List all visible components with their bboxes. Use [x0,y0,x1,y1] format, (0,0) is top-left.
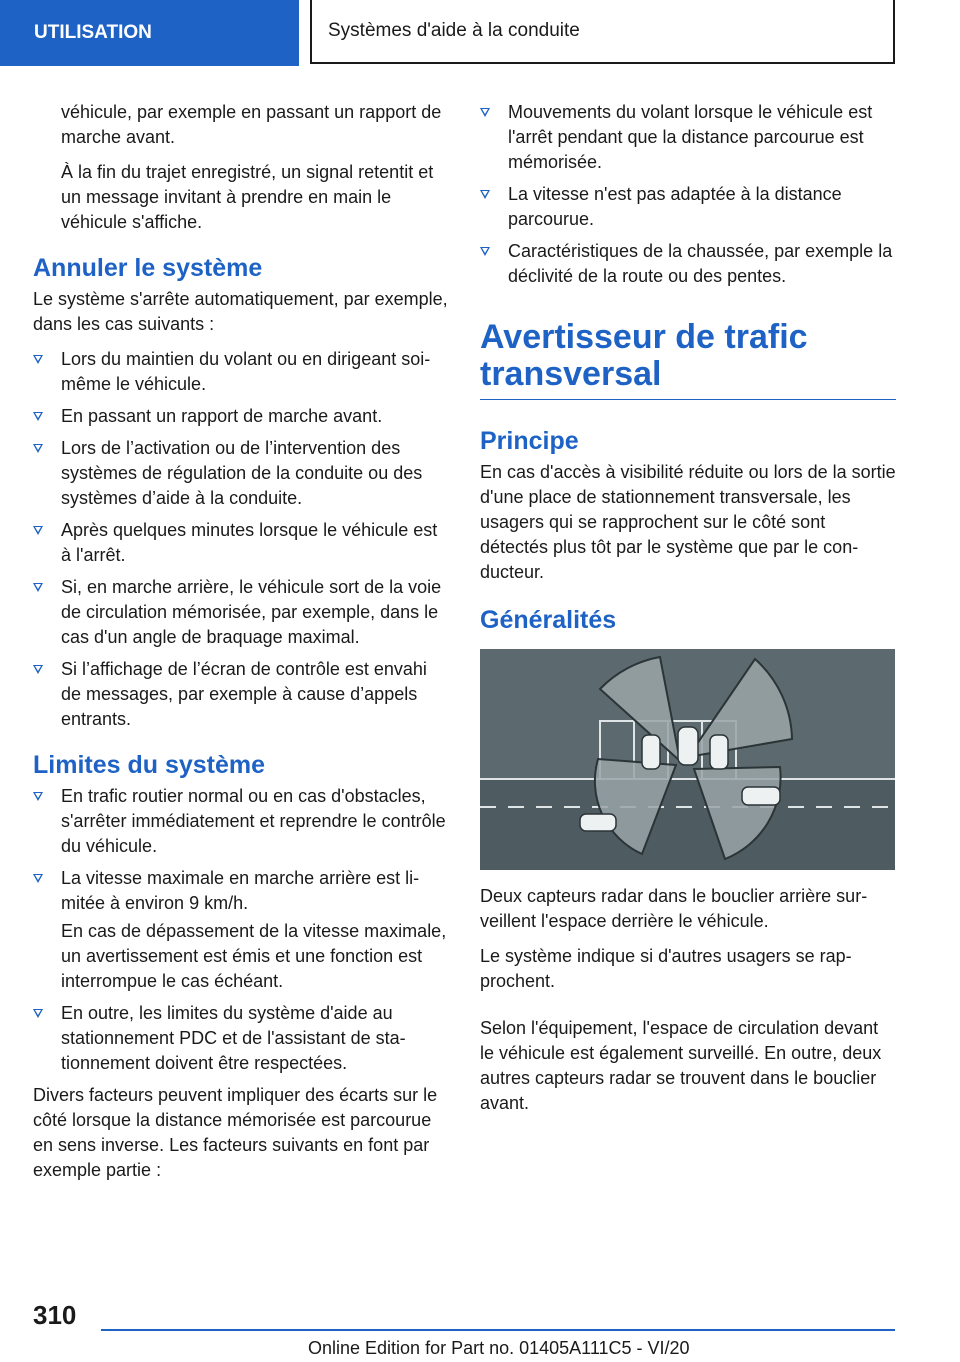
list-item: La vitesse maximale en marche arrière est limitée à environ 9 km/h. En cas de dépassement de la vitesse maximale, un avertissement est émis et une fonction est interrompue le cas échéant. [33,866,449,994]
list-item: Caractéristiques de la chaussée, par exemple la déclivité de la route ou des pentes. [480,239,896,289]
factors-list [480,100,896,289]
bullet-triangle-icon [33,412,43,421]
list-item: Si l’affichage de l’écran de contrôle est envahi de messages, par exemple à cause d’appels entrants. [33,657,449,732]
list-item: En passant un rapport de marche avant. [33,404,449,429]
intro-paragraph: véhicule, par exemple en passant un rapport de marche avant. [61,102,442,147]
limits-outro: Divers facteurs peuvent impliquer des écarts sur le côté lorsque la distance mémorisée est parcourue en sens inverse. Les facteurs suivants en font par exemple partie : [33,1085,438,1180]
page-header [0,0,960,66]
bullet-triangle-icon [33,444,43,453]
cancel-text: Le système s'arrête automatiquement, par exemple, dans les cas suivants : [33,289,448,334]
list-item-subparagraph: En cas de dépassement de la vitesse maximale, un avertissement est émis et une fonction est interrompue le cas échéant. [61,921,447,991]
chapter-heading: Avertisseur de trafic transversal [480,319,896,400]
bullet-triangle-icon [33,355,43,364]
general-paragraph: Selon l'équipement, l'espace de circulation devant le véhicule est également surveillé. En outre, deux autres capteurs radar se trouvent dans le bouclier avant. [480,1018,882,1113]
general-paragraph: Deux capteurs radar dans le bouclier arrière surveillent l'espace derrière le véhicule. [480,886,868,931]
footer-divider [101,1329,895,1331]
list-item: La vitesse n'est pas adaptée à la distance parcourue. [480,182,896,232]
list-item: Mouvements du volant lorsque le véhicule est l'arrêt pendant que la distance parcourue est mémorisée. [480,100,896,175]
limits-list [33,784,449,1076]
general-paragraph: Le système indique si d'autres usagers se rapprochent. [480,946,852,991]
list-item: Lors de l’activation ou de l’intervention des systèmes de régulation de la conduite ou des systèmes d’aide à la conduite. [33,436,449,511]
intro-paragraph: À la fin du trajet enregistré, un signal retentit et un message invitant à prendre en main le véhicule s'affiche. [61,162,434,232]
bullet-triangle-icon [33,874,43,883]
bullet-triangle-icon [480,190,490,199]
bullet-triangle-icon [33,792,43,801]
bullet-triangle-icon [33,665,43,674]
left-column [33,100,449,1193]
radar-zones-diagram [480,649,895,870]
list-item: En trafic routier normal ou en cas d'obstacles, s'arrêter immédiatement et reprendre le contrôle du véhicule. [33,784,449,859]
chapter-title-header: Systèmes d'aide à la conduite [310,0,895,64]
list-item: En outre, les limites du système d'aide au stationnement PDC et de l'assistant de stationnement doivent être respectées. [33,1001,449,1076]
page-number: 310 [33,1300,77,1330]
bullet-triangle-icon [33,1009,43,1018]
list-item: Lors du maintien du volant ou en dirigeant soi-même le véhicule. [33,347,449,397]
heading-general: Généralités [480,606,617,634]
bullet-triangle-icon [33,526,43,535]
right-column [480,100,896,1126]
list-item: Après quelques minutes lorsque le véhicule est à l'arrêt. [33,518,449,568]
edition-note: Online Edition for Part no. 01405A111C5 - VI/20 [308,1338,690,1358]
cross-traffic-illustration [480,649,895,870]
cancel-list [33,347,449,732]
bullet-triangle-icon [33,583,43,592]
heading-cancel-system: Annuler le système [33,254,263,282]
bullet-triangle-icon [480,247,490,256]
bullet-triangle-icon [480,108,490,117]
list-item: Si, en marche arrière, le véhicule sort de la voie de circulation mémorisée, par exemple, dans le cas d'un angle de braquage maximal. [33,575,449,650]
section-tab: UTILISATION [0,0,299,66]
heading-principle: Principe [480,427,579,455]
principle-text: En cas d'accès à visibilité réduite ou lors de la sortie d'une place de stationnement transversale, les usagers qui se rapprochent sur le côté sont détectés plus tôt par le système que par le conducteur. [480,462,896,582]
heading-system-limits: Limites du système [33,751,266,779]
